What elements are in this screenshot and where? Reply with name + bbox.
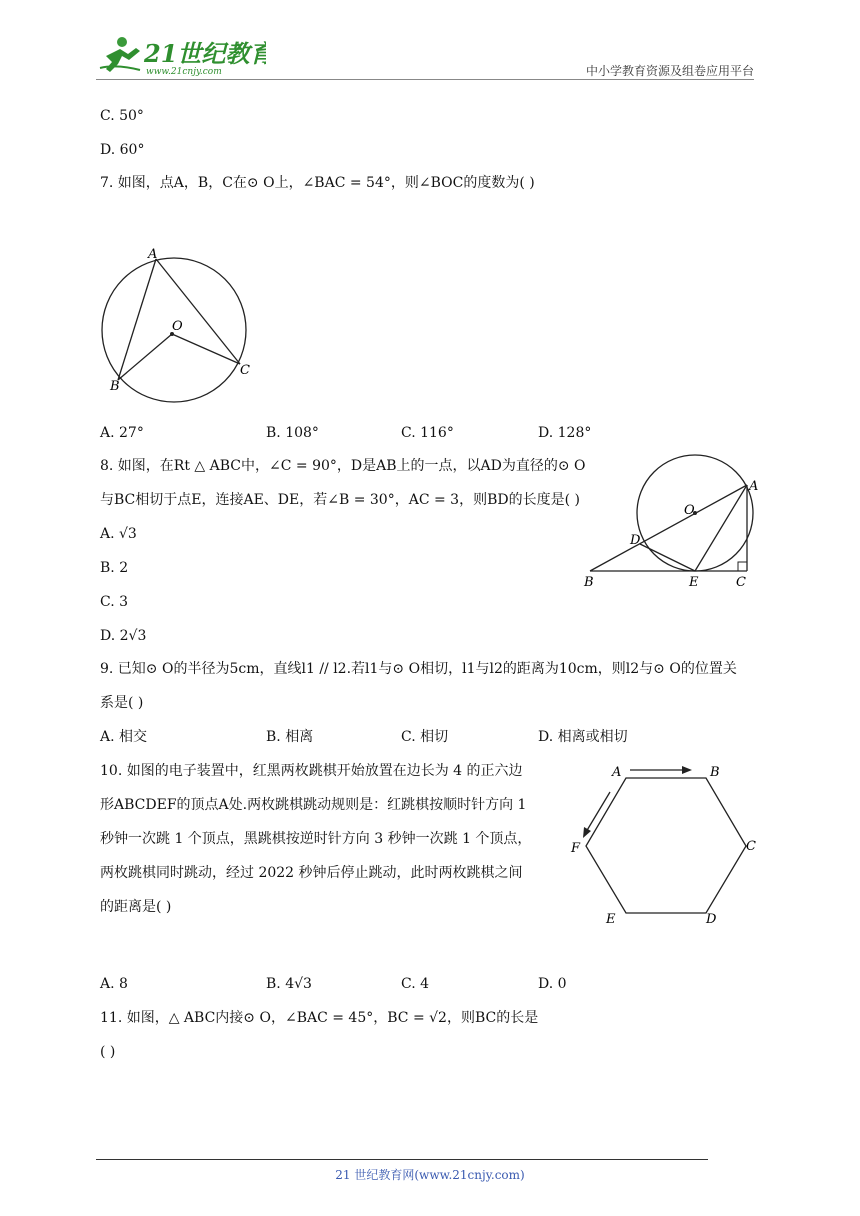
q8-label-o: O — [684, 503, 695, 518]
q7-option-c: C. 116° — [401, 425, 454, 441]
q8-option-c: C. 3 — [100, 594, 129, 610]
q10-stem-line2: 形ABCDEF的顶点A处.两枚跳棋跳动规则是：红跳棋按顺时针方向 1 — [100, 797, 527, 813]
q9-option-c: C. 相切 — [401, 729, 449, 745]
q10-option-c: C. 4 — [401, 976, 430, 992]
footer-text: 21 世纪教育网(www.21cnjy.com) — [335, 1168, 525, 1182]
header-tagline: 中小学教育资源及组卷应用平台 — [585, 64, 754, 78]
q10-stem-line3: 秒钟一次跳 1 个顶点，黑跳棋按逆时针方向 3 秒钟一次跳 1 个顶点， — [100, 831, 532, 847]
prev-option-c: C. 50° — [100, 108, 144, 124]
q11-stem-line2: ( ) — [100, 1044, 116, 1060]
q8-option-d: D. 2√3 — [100, 628, 147, 644]
svg-text:www.21cnjy.com: www.21cnjy.com — [146, 67, 222, 77]
q8-label-d: D — [630, 533, 641, 548]
q8-option-a: A. √3 — [100, 526, 137, 542]
q7-label-a: A — [148, 247, 158, 262]
q7-label-c: C — [240, 363, 250, 378]
svg-text:21世纪教育: 21世纪教育 — [144, 39, 266, 68]
footer-divider — [96, 1159, 708, 1160]
q10-stem-line4: 两枚跳棋同时跳动，经过 2022 秒钟后停止跳动，此时两枚跳棋之间 — [100, 865, 523, 881]
q7-label-b: B — [110, 379, 120, 394]
q7-option-b: B. 108° — [266, 425, 319, 441]
q8-option-b: B. 2 — [100, 560, 129, 576]
q10-option-a: A. 8 — [100, 976, 128, 992]
q10-label-f: F — [571, 841, 581, 856]
q8-label-c: C — [736, 575, 746, 590]
q9-stem-line1: 9. 已知⊙ O的半径为5cm，直线l1 // l2.若l1与⊙ O相切，l1与l2的距离为10cm，则l2与⊙ O的位置关 — [100, 661, 737, 677]
q7-option-d: D. 128° — [538, 425, 592, 441]
q8-label-a: A — [749, 479, 759, 494]
q10-option-b: B. 4√3 — [266, 976, 312, 992]
q7-option-a: A. 27° — [100, 425, 144, 441]
q10-option-d: D. 0 — [538, 976, 567, 992]
q8-stem-line2: 与BC相切于点E，连接AE、DE，若∠B = 30°，AC = 3，则BD的长度是( ) — [100, 492, 580, 508]
q9-stem-line2: 系是( ) — [100, 695, 144, 711]
q10-stem-line5: 的距离是( ) — [100, 899, 172, 915]
q10-stem-line1: 10. 如图的电子装置中，红黑两枚跳棋开始放置在边长为 4 的正六边 — [100, 763, 523, 779]
prev-option-d: D. 60° — [100, 142, 145, 158]
q8-stem-line1: 8. 如图，在Rt △ ABC中，∠C = 90°，D是AB上的一点，以AD为直径的⊙ O — [100, 458, 586, 474]
q10-label-a: A — [612, 765, 622, 780]
q10-label-c: C — [746, 839, 756, 854]
q9-option-b: B. 相离 — [266, 729, 314, 745]
q10-label-d: D — [706, 912, 717, 927]
q7-label-o: O — [172, 319, 183, 334]
q8-label-b: B — [584, 575, 594, 590]
q9-option-a: A. 相交 — [100, 729, 148, 745]
q11-stem-line1: 11. 如图，△ ABC内接⊙ O，∠BAC = 45°，BC = √2，则BC的长是 — [100, 1010, 539, 1026]
q8-figure — [580, 452, 770, 596]
q9-option-d: D. 相离或相切 — [538, 729, 628, 745]
q10-label-e: E — [606, 912, 616, 927]
q7-figure — [98, 244, 258, 414]
q7-stem: 7. 如图，点A，B，C在⊙ O上，∠BAC = 54°，则∠BOC的度数为( ) — [100, 175, 535, 191]
q10-figure — [566, 758, 766, 934]
q10-label-b: B — [710, 765, 720, 780]
q8-label-e: E — [689, 575, 699, 590]
header-divider — [96, 79, 754, 80]
site-logo — [96, 34, 266, 78]
